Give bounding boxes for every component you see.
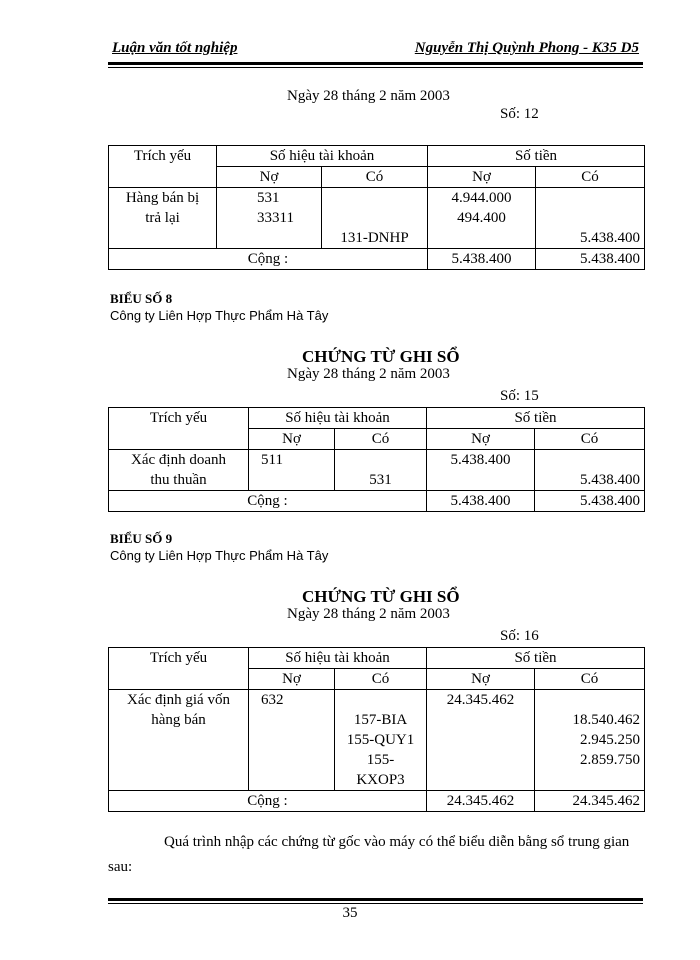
v1-number: Số: 12: [500, 106, 539, 122]
v2-total-co: 5.438.400: [535, 491, 645, 512]
v1-co-acc: 131-DNHP: [340, 230, 409, 246]
page-number: 35: [342, 905, 358, 921]
table-row: [109, 791, 645, 812]
v3-head-sohieu: Số hiệu tài khoản: [249, 648, 427, 669]
v1-trich-2: trả lại: [145, 210, 180, 226]
v2-head-co: Có: [335, 429, 427, 450]
v2-head-no2: Nợ: [427, 429, 535, 450]
v3-co-amt-1: 18.540.462: [572, 712, 641, 728]
v2-trich-2: thu thuần: [150, 472, 207, 488]
v1-no-acc-1: 531: [257, 190, 280, 206]
v2-date: Ngày 28 tháng 2 năm 2003: [287, 366, 450, 382]
header-right: Nguyễn Thị Quỳnh Phong - K35 D5: [414, 40, 639, 56]
v1-total-label: Cộng :: [109, 249, 428, 270]
v3-co-amt-2: 2.945.250: [580, 732, 641, 748]
header-rule-thin: [108, 67, 643, 68]
v2-table: [108, 407, 645, 512]
v2-head-trich: Trích yếu: [109, 408, 249, 450]
table-row: [109, 188, 645, 249]
v3-table: [108, 647, 645, 812]
v1-head-sohieu: Số hiệu tài khoản: [217, 146, 428, 167]
v3-title: CHỨNG TỪ GHI SỔ: [302, 587, 460, 606]
table-row: [109, 690, 645, 791]
v3-total-no: 24.345.462: [427, 791, 535, 812]
v3-total-label: Cộng :: [109, 791, 427, 812]
header-left: Luận văn tốt nghiệp: [112, 40, 238, 56]
v1-total-no: 5.438.400: [428, 249, 536, 270]
v1-head-trich: Trích yếu: [109, 146, 217, 188]
v2-no-amt: 5.438.400: [450, 452, 511, 468]
v3-head-trich: Trích yếu: [109, 648, 249, 690]
v3-co-acc-3: 155-: [366, 752, 395, 768]
v1-head-co: Có: [322, 167, 428, 188]
v1-head-sotien: Số tiền: [428, 146, 645, 167]
v3-head-no2: Nợ: [427, 669, 535, 690]
v2-number: Số: 15: [500, 388, 539, 404]
v3-no-amt: 24.345.462: [446, 692, 515, 708]
v3-co-amt-3: 2.859.750: [580, 752, 641, 768]
v2-head-co2: Có: [535, 429, 645, 450]
page-header: [108, 40, 643, 62]
v2-head-sohieu: Số hiệu tài khoản: [249, 408, 427, 429]
v3-trich-2: hàng bán: [151, 712, 206, 728]
v3-co-acc-2: 155-QUY1: [346, 732, 415, 748]
table-row: [109, 249, 645, 270]
footer-rule-thick: [108, 898, 643, 901]
v1-head-no2: Nợ: [428, 167, 536, 188]
body-paragraph: Quá trình nhập các chứng từ gốc vào máy có thể biểu diễn bằng sổ trung gian sau:: [108, 834, 630, 875]
footer-rule-thin: [108, 903, 643, 904]
v1-no-acc-2: 33311: [257, 210, 294, 226]
v3-head-sotien: Số tiền: [427, 648, 645, 669]
v3-company: Công ty Liên Hợp Thực Phẩm Hà Tây: [110, 548, 329, 563]
v3-co-acc-4: KXOP3: [356, 772, 405, 788]
v2-head-sotien: Số tiền: [427, 408, 645, 429]
v2-co-acc: 531: [369, 472, 392, 488]
v1-date: Ngày 28 tháng 2 năm 2003: [287, 88, 450, 104]
v2-no-acc: 511: [261, 452, 283, 468]
v2-trich-1: Xác định doanh: [131, 452, 226, 468]
v3-number: Số: 16: [500, 628, 539, 644]
v2-head-no: Nợ: [249, 429, 335, 450]
table-row: [109, 491, 645, 512]
v2-total-no: 5.438.400: [427, 491, 535, 512]
v1-table: [108, 145, 645, 270]
v2-bieu: BIỂU SỐ 8: [110, 291, 173, 306]
v1-head-no: Nợ: [217, 167, 322, 188]
v2-co-amt: 5.438.400: [580, 472, 641, 488]
v3-head-co2: Có: [535, 669, 645, 690]
v3-co-acc-1: 157-BIA: [353, 712, 408, 728]
v3-head-no: Nợ: [249, 669, 335, 690]
v3-date: Ngày 28 tháng 2 năm 2003: [287, 606, 450, 622]
v3-total-co: 24.345.462: [535, 791, 645, 812]
v3-bieu: BIỂU SỐ 9: [110, 531, 173, 546]
v2-total-label: Cộng :: [109, 491, 427, 512]
v1-trich-1: Hàng bán bị: [125, 190, 200, 206]
v3-head-co: Có: [335, 669, 427, 690]
v2-company: Công ty Liên Hợp Thực Phẩm Hà Tây: [110, 308, 329, 323]
v1-head-co2: Có: [536, 167, 645, 188]
table-row: [109, 450, 645, 491]
v2-title: CHỨNG TỪ GHI SỔ: [302, 347, 460, 366]
v3-trich-1: Xác định giá vốn: [127, 692, 230, 708]
v1-co-amt: 5.438.400: [580, 230, 641, 246]
v1-total-co: 5.438.400: [536, 249, 645, 270]
v3-no-acc: 632: [261, 692, 284, 708]
v1-no-amt-2: 494.400: [457, 210, 506, 226]
header-rule-thick: [108, 62, 643, 65]
v1-no-amt-1: 4.944.000: [451, 190, 512, 206]
